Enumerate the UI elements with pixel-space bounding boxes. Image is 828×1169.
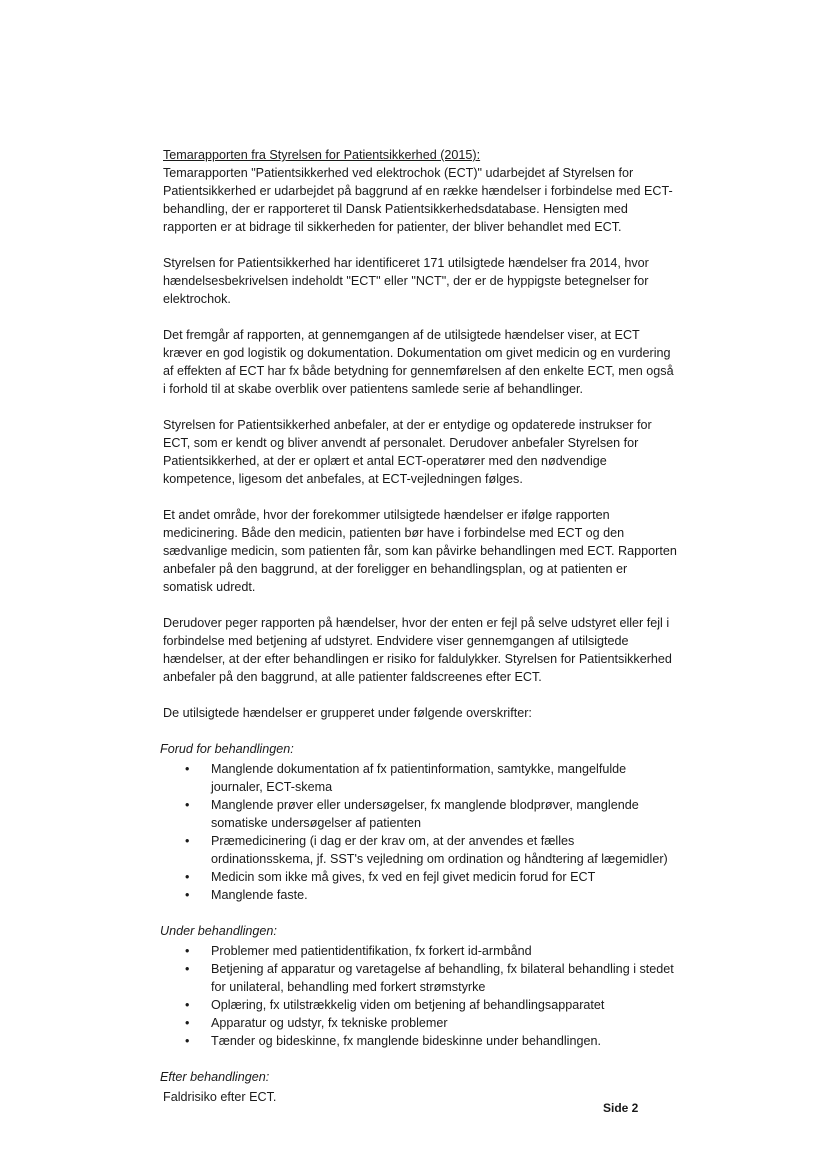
paragraph: Det fremgår af rapporten, at gennemgangen af de utilsigtede hændelser viser, at ECT kræver en god logistik og dokumentation. Dokumentation om givet medicin og en vurdering af effekten af ECT har fx både betydning for gennemførelsen af den enkelte ECT, men også i forhold til at skabe overblik over patientens samlede serie af behandlinger. bbox=[163, 328, 674, 396]
paragraph: Styrelsen for Patientsikkerhed har identificeret 171 utilsigtede hændelser fra 2014, hvor hændelsesbekrivelsen indeholdt "ECT" eller "NCT", der er de hyppigste betegnelser for elektrochok. bbox=[163, 256, 649, 306]
list-item-text: Tænder og bideskinne, fx manglende bideskinne under behandlingen. bbox=[211, 1034, 601, 1048]
document-body bbox=[160, 146, 679, 1106]
paragraph: Derudover peger rapporten på hændelser, hvor der enten er fejl på selve udstyret eller fejl i forbindelse med betjening af udstyret. Endvidere viser gennemgangen af utilsigtede hændelser, at der efter behandlingen er risiko for faldulykker. Styrelsen for Patientsikkerhed anbefaler på den baggrund, at alle patienter faldscreenes efter ECT. bbox=[163, 616, 672, 684]
list-item-text: Manglende prøver eller undersøgelser, fx manglende blodprøver, manglende somatiske undersøgelser af patienten bbox=[211, 798, 639, 830]
report-heading: Temarapporten fra Styrelsen for Patientsikkerhed (2015): bbox=[163, 148, 481, 162]
list-item-text: Manglende dokumentation af fx patientinformation, samtykke, mangelfulde journaler, ECT-skema bbox=[211, 762, 627, 794]
list-item bbox=[163, 796, 679, 832]
page-number: Side 2 bbox=[603, 1101, 639, 1115]
bullet-icon: • bbox=[185, 888, 190, 902]
bullet-list-during bbox=[163, 942, 679, 1050]
bullet-icon: • bbox=[185, 834, 190, 848]
section-title-before: Forud for behandlingen: bbox=[160, 742, 294, 756]
bullet-icon: • bbox=[185, 870, 190, 884]
list-item-text: Apparatur og udstyr, fx tekniske problemer bbox=[211, 1016, 448, 1030]
list-item-text: Medicin som ikke må gives, fx ved en fejl givet medicin forud for ECT bbox=[211, 870, 596, 884]
bullet-icon: • bbox=[185, 798, 190, 812]
list-item-text: Manglende faste. bbox=[211, 888, 308, 902]
list-item bbox=[163, 1032, 679, 1050]
paragraph: Styrelsen for Patientsikkerhed anbefaler, at der er entydige og opdaterede instrukser for ECT, som er kendt og bliver anvendt af personalet. Derudover anbefaler Styrelsen for Patientsikkerhed, at der er oplært et antal ECT-operatører med den nødvendige kompetence, ligesom det anbefales, at ECT-vejledningen følges. bbox=[163, 418, 652, 486]
list-item bbox=[163, 886, 679, 904]
section-title-after: Efter behandlingen: bbox=[160, 1070, 270, 1084]
list-item bbox=[163, 942, 679, 960]
list-item-text: Problemer med patientidentifikation, fx forkert id-armbånd bbox=[211, 944, 532, 958]
list-item bbox=[163, 1014, 679, 1032]
bullet-icon: • bbox=[185, 962, 190, 976]
list-item bbox=[163, 868, 679, 886]
intro-paragraph: Temarapporten "Patientsikkerhed ved elektrochok (ECT)" udarbejdet af Styrelsen for Patientsikkerhed er udarbejdet på baggrund af en række hændelser i forbindelse med ECT-behandling, der er rapporteret til Dansk Patientsikkerhedsdatabase. Hensigten med rapporten er at bidrage til sikkerheden for patienter, der bliver behandlet med ECT. bbox=[163, 166, 673, 234]
list-item bbox=[163, 832, 679, 868]
list-item bbox=[163, 996, 679, 1014]
bullet-icon: • bbox=[185, 944, 190, 958]
paragraph: De utilsigtede hændelser er grupperet under følgende overskrifter: bbox=[163, 706, 532, 720]
after-text: Faldrisiko efter ECT. bbox=[163, 1090, 277, 1104]
bullet-icon: • bbox=[185, 1034, 190, 1048]
list-item bbox=[163, 760, 679, 796]
bullet-icon: • bbox=[185, 1016, 190, 1030]
list-item-text: Præmedicinering (i dag er der krav om, at der anvendes et fælles ordinationsskema, jf. SST's vejledning om ordination og håndtering af lægemidler) bbox=[211, 834, 668, 866]
bullet-icon: • bbox=[185, 762, 190, 776]
bullet-icon: • bbox=[185, 998, 190, 1012]
list-item-text: Betjening af apparatur og varetagelse af behandling, fx bilateral behandling i stedet for unilateral, behandling med forkert strømstyrke bbox=[211, 962, 674, 994]
list-item bbox=[163, 960, 679, 996]
section-title-during: Under behandlingen: bbox=[160, 924, 277, 938]
list-item-text: Oplæring, fx utilstrækkelig viden om betjening af behandlingsapparatet bbox=[211, 998, 605, 1012]
bullet-list-before bbox=[163, 760, 679, 904]
paragraph: Et andet område, hvor der forekommer utilsigtede hændelser er ifølge rapporten medicinering. Både den medicin, patienten bør have i forbindelse med ECT og den sædvanlige medicin, som patienten får, som kan påvirke behandlingen med ECT. Rapporten anbefaler på den baggrund, at der foreligger en behandlingsplan, og at patienten er somatisk udredt. bbox=[163, 508, 677, 594]
